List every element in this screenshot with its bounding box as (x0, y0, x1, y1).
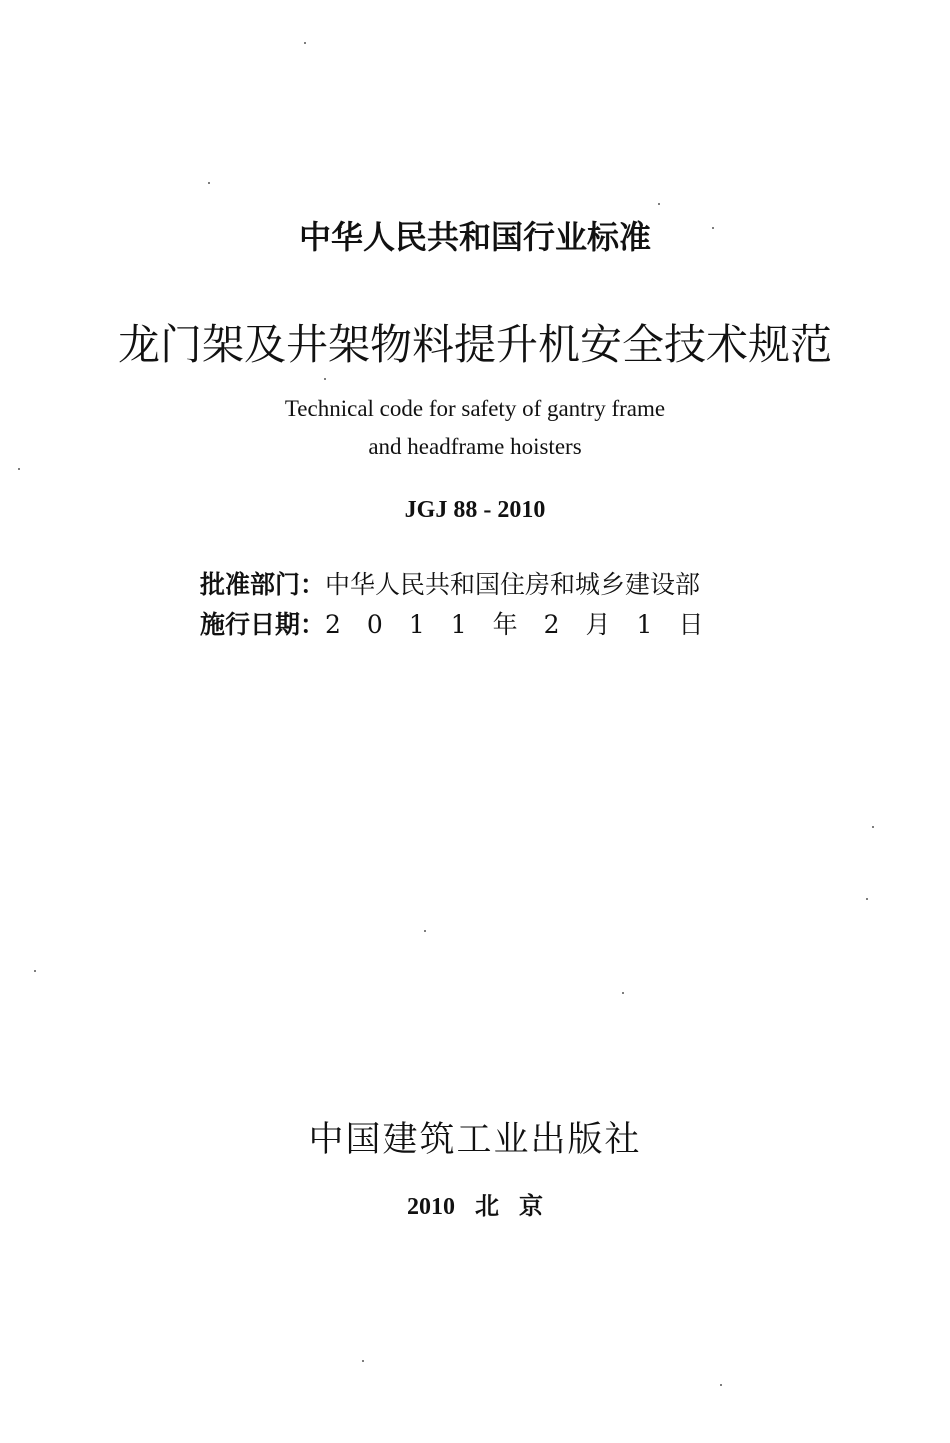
scan-speck (720, 1384, 722, 1386)
publication-year: 2010 (407, 1194, 455, 1220)
effective-date-label: 施行日期： (200, 610, 326, 639)
title-english (0, 390, 950, 466)
title-english-line-1: Technical code for safety of gantry frame (284, 396, 666, 421)
scan-speck (208, 182, 210, 184)
scan-speck (34, 970, 36, 972)
scan-speck (18, 468, 20, 470)
approval-label: 批准部门： (200, 570, 326, 599)
title-english-line-2: and headframe hoisters (368, 434, 582, 459)
standard-category: 中华人民共和国行业标准 (298, 218, 651, 256)
scan-speck (362, 1360, 364, 1362)
scan-speck (324, 378, 326, 380)
approval-value: 中华人民共和国住房和城乡建设部 (325, 570, 701, 599)
title-chinese: 龙门架及井架物料提升机安全技术规范 (117, 320, 832, 369)
standard-code-number: JGJ 88 - 2010 (404, 497, 546, 523)
scan-speck (866, 898, 868, 900)
scan-speck (304, 42, 306, 44)
scan-speck (712, 227, 714, 229)
scan-speck (658, 203, 660, 205)
publication-info (0, 1186, 950, 1221)
approval-row (200, 565, 760, 605)
publication-city: 北 京 (475, 1194, 543, 1220)
scan-speck (622, 992, 624, 994)
effective-date-value: 2011年2月1日 (325, 610, 730, 639)
scan-speck (872, 826, 874, 828)
metadata-block (200, 565, 760, 645)
publisher-name: 中国建筑工业出版社 (308, 1120, 642, 1160)
effective-date-row (200, 605, 760, 645)
scan-speck (424, 930, 426, 932)
